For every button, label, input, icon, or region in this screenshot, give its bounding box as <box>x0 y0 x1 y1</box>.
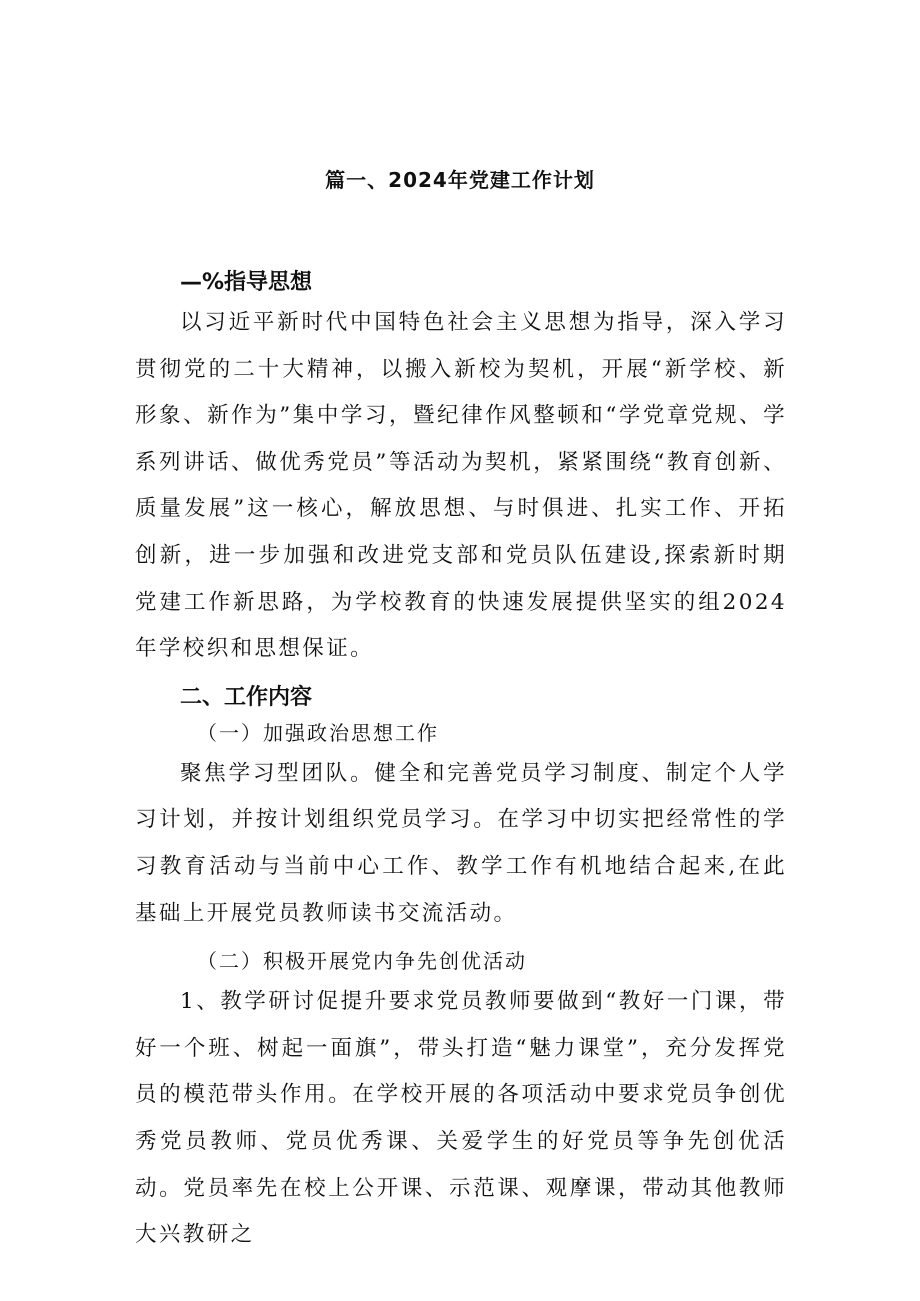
section-heading-work-content: 二、工作内容 <box>180 684 313 710</box>
subheading-political-work: （一）加强政治思想工作 <box>197 720 439 745</box>
paragraph-guiding-ideology: 以习近平新时代中国特色社会主义思想为指导，深入学习贯彻党的二十大精神，以搬入新校为契机，开展“新学校、新形象、新作为”集中学习，暨纪律作风整顿和“学党章党规、学系列讲话、做优秀党员”等活动为契机，紧紧围绕“教育创新、质量发展”这一核心，解放思想、与时俱进、扎实工作、开拓创新，进一步加强和改进党支部和党员队伍建设,探索新时期党建工作新思路，为学校教育的快速发展提供坚实的组2024年学校织和思想保证。 <box>135 310 787 662</box>
subheading-excellence-activities: （二）积极开展党内争先创优活动 <box>197 949 527 974</box>
document-body <box>135 266 787 1259</box>
paragraph-excellence-activities: 1、教学研讨促提升要求党员教师要做到“教好一门课，带好一个班、树起一面旗”，带头打造“魅力课堂”，充分发挥党员的模范带头作用。在学校开展的各项活动中要求党员争创优秀党员教师、党员优秀课、关爱学生的好党员等争先创优活动。党员率先在校上公开课、示范课、观摩课，带动其他教师大兴教研之 <box>135 989 787 1248</box>
document-title: 篇一、2024年党建工作计划 <box>325 168 595 192</box>
section-heading-guiding-ideology: —%指导思想 <box>180 270 313 295</box>
paragraph-political-work: 聚焦学习型团队。健全和完善党员学习制度、制定个人学习计划，并按计划组织党员学习。在学习中切实把经常性的学习教育活动与当前中心工作、教学工作有机地结合起来,在此基础上开展党员教师读书交流活动。 <box>135 760 787 926</box>
